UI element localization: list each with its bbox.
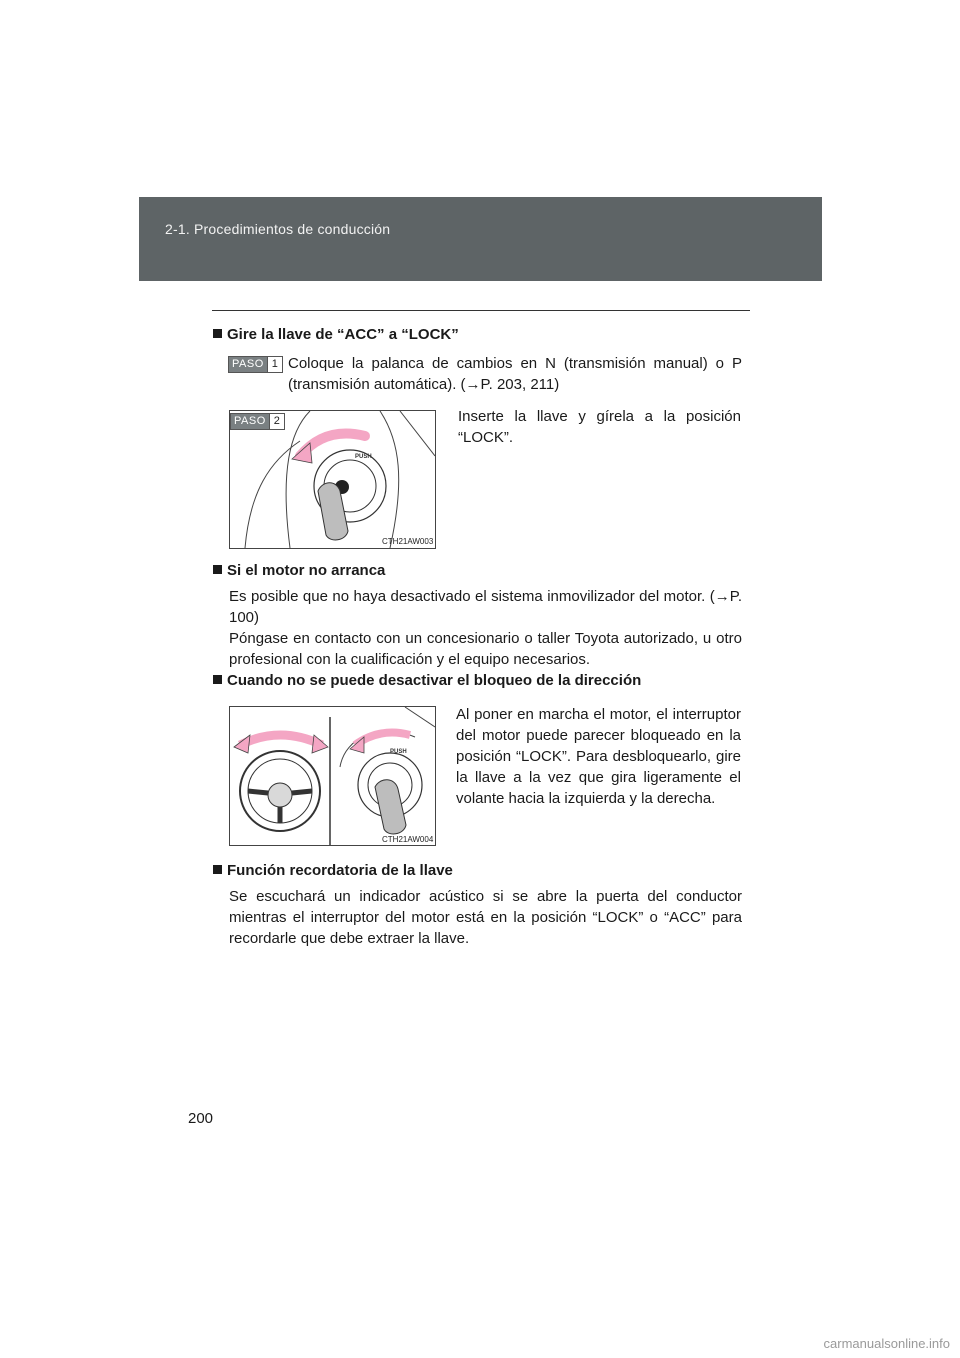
heading-key-reminder	[213, 862, 453, 879]
section-header-bar	[139, 197, 822, 281]
heading-text: Si el motor no arranca	[227, 562, 386, 579]
watermark-footer: carmanualsonline.info	[823, 1336, 950, 1351]
steering-lock-text: Al poner en marcha el motor, el interruptor del motor puede parecer bloqueado en la posición “LOCK”. Para desbloquearlo, gire la llave a la vez que gira ligeramente el volante hacia la izquierda y la derecha.	[456, 706, 741, 807]
key-reminder-text: Se escuchará un indicador acústico si se abre la puerta del conductor mientras el interruptor del motor está en la posición “LOCK” o “ACC” para recordarle que debe extraer la llave.	[229, 888, 742, 947]
step-word: PASO	[231, 414, 269, 429]
bullet-square-icon	[213, 565, 222, 574]
step-word: PASO	[229, 357, 267, 372]
bullet-square-icon	[213, 675, 222, 684]
heading-text: Cuando no se puede desactivar el bloqueo de la dirección	[227, 672, 642, 689]
svg-text:PUSH: PUSH	[355, 454, 372, 460]
figure-code: CTH21AW004	[382, 835, 434, 844]
bullet-square-icon	[213, 865, 222, 874]
section-title: 2-1. Procedimientos de conducción	[165, 221, 391, 237]
heading-text: Gire la llave de “ACC” a “LOCK”	[227, 326, 459, 343]
step2-text: Inserte la llave y gírela a la posición “LOCK”.	[458, 408, 741, 446]
divider-rule	[212, 310, 750, 311]
steering-unlock-figure	[229, 706, 436, 846]
svg-text:PUSH: PUSH	[390, 749, 407, 755]
bullet-square-icon	[213, 329, 222, 338]
heading-steering-lock	[213, 672, 641, 689]
heading-engine-no-start	[213, 562, 385, 579]
step1-text: Coloque la palanca de cambios en N (transmisión manual) o P (transmisión automática). (→P. 203, 211)	[288, 355, 742, 393]
engine-no-start-text-1: Es posible que no haya desactivado el sistema inmovilizador del motor. (→P. 100)	[229, 588, 742, 626]
page-number: 200	[188, 1110, 214, 1127]
step-badge-1	[228, 356, 283, 373]
ignition-key-illustration	[230, 411, 435, 548]
step-number: 1	[267, 357, 282, 372]
heading-acc-to-lock	[213, 326, 459, 343]
ignition-key-figure	[229, 410, 436, 549]
step-number: 2	[269, 414, 284, 429]
steering-wheel-key-illustration	[230, 707, 435, 845]
engine-no-start-text-2: Póngase en contacto con un concesionario o taller Toyota autorizado, u otro profesional con la cualificación y el equipo necesarios.	[229, 630, 742, 668]
step-badge-2	[230, 413, 285, 430]
figure-code: CTH21AW003	[382, 537, 434, 546]
heading-text: Función recordatoria de la llave	[227, 862, 453, 879]
